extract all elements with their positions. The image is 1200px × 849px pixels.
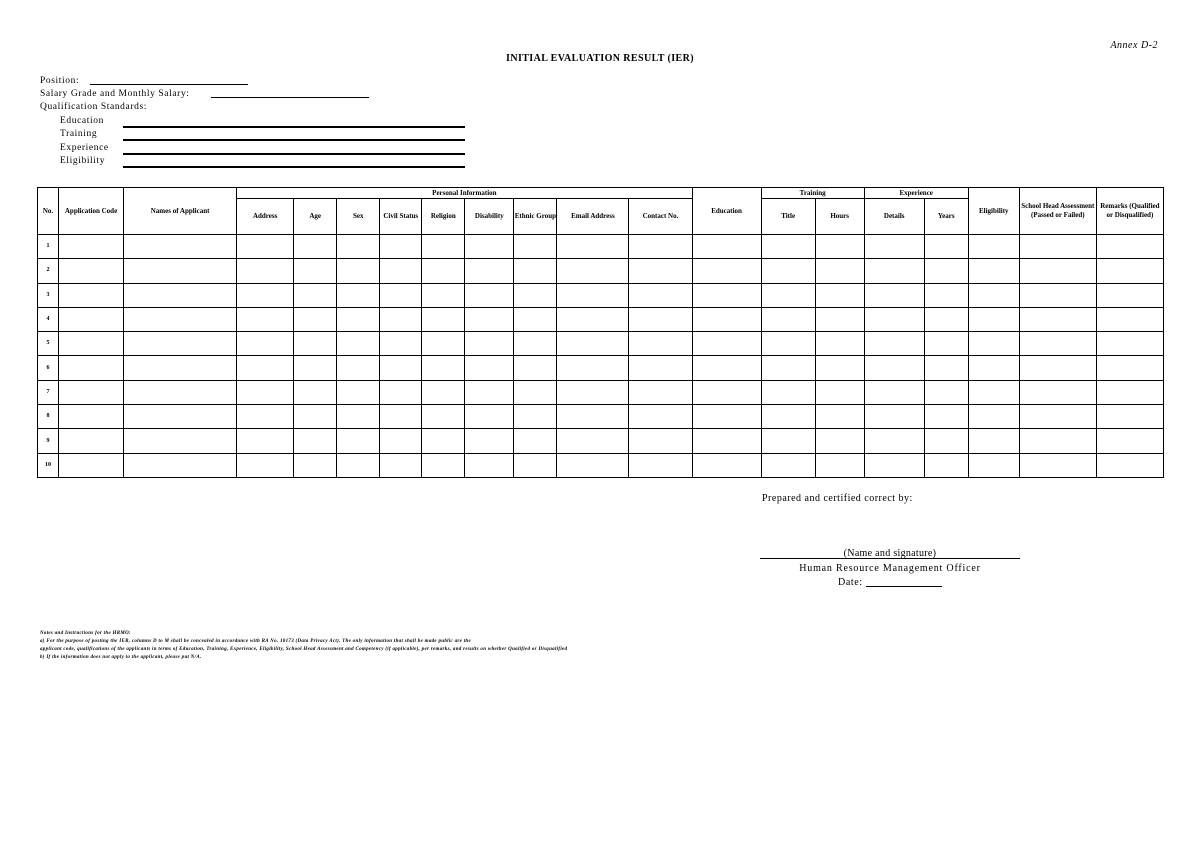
- table-cell[interactable]: [237, 332, 294, 356]
- notes-heading: Notes and Instructions for the HRMO:: [40, 631, 131, 636]
- table-cell[interactable]: [815, 235, 864, 259]
- table-cell[interactable]: [761, 307, 815, 331]
- table-cell[interactable]: [294, 453, 337, 477]
- page-title: INITIAL EVALUATION RESULT (IER): [506, 53, 694, 64]
- col-experience-years: Years: [924, 199, 968, 235]
- table-cell[interactable]: [422, 405, 465, 429]
- date-line[interactable]: [866, 586, 942, 587]
- table-cell[interactable]: [337, 307, 380, 331]
- table-cell[interactable]: [864, 235, 924, 259]
- table-cell[interactable]: [380, 307, 422, 331]
- table-body: [38, 235, 1164, 478]
- education-line[interactable]: [123, 126, 465, 128]
- table-cell[interactable]: [557, 356, 629, 380]
- notes-line-3: b) If the information does not apply to the applicant, please put N/A.: [40, 655, 202, 660]
- eligibility-line[interactable]: [123, 166, 465, 168]
- table-cell[interactable]: [237, 356, 294, 380]
- table-cell[interactable]: [1096, 235, 1163, 259]
- table-cell[interactable]: [422, 380, 465, 404]
- table-cell[interactable]: [815, 307, 864, 331]
- table-cell[interactable]: [514, 259, 557, 283]
- table-cell[interactable]: [59, 453, 124, 477]
- table-cell[interactable]: [514, 307, 557, 331]
- table-cell[interactable]: [124, 356, 237, 380]
- table-cell[interactable]: [337, 429, 380, 453]
- table-cell[interactable]: [514, 405, 557, 429]
- col-names-of-applicant: Names of Applicant: [124, 188, 237, 235]
- table-cell[interactable]: [968, 380, 1019, 404]
- table-cell[interactable]: [692, 307, 761, 331]
- table-cell[interactable]: [968, 429, 1019, 453]
- table-row: [38, 453, 1164, 477]
- group-personal-information: Personal Information: [237, 188, 692, 199]
- table-cell[interactable]: [380, 283, 422, 307]
- table-row: [38, 429, 1164, 453]
- table-cell[interactable]: [337, 259, 380, 283]
- table-cell[interactable]: [692, 453, 761, 477]
- col-experience-details: Details: [864, 199, 924, 235]
- col-eligibility: Eligibility: [968, 188, 1019, 235]
- row-number: 2: [38, 259, 59, 283]
- col-email-address: Email Address: [557, 199, 629, 235]
- table-cell[interactable]: [124, 453, 237, 477]
- table-cell[interactable]: [380, 405, 422, 429]
- col-ethnic-group: Ethnic Group: [514, 199, 557, 235]
- position-line[interactable]: [90, 84, 248, 85]
- table-cell[interactable]: [124, 332, 237, 356]
- table-cell[interactable]: [629, 332, 692, 356]
- table-row: [38, 307, 1164, 331]
- row-number: 5: [38, 332, 59, 356]
- table-cell[interactable]: [514, 332, 557, 356]
- table-cell[interactable]: [1096, 429, 1163, 453]
- table-cell[interactable]: [237, 380, 294, 404]
- table-cell[interactable]: [337, 356, 380, 380]
- eligibility-label: Eligibility: [60, 156, 106, 166]
- table-cell[interactable]: [124, 429, 237, 453]
- table-cell[interactable]: [514, 429, 557, 453]
- table-cell[interactable]: [924, 405, 968, 429]
- table-cell[interactable]: [294, 380, 337, 404]
- table-cell[interactable]: [124, 235, 237, 259]
- hrmo-title: Human Resource Management Officer: [799, 563, 981, 574]
- col-training-title: Title: [761, 199, 815, 235]
- table-cell[interactable]: [237, 405, 294, 429]
- table-cell[interactable]: [465, 405, 514, 429]
- table-cell[interactable]: [557, 332, 629, 356]
- table-cell[interactable]: [761, 235, 815, 259]
- table-cell[interactable]: [761, 283, 815, 307]
- table-cell[interactable]: [1019, 380, 1096, 404]
- col-civil-status: Civil Status: [380, 199, 422, 235]
- table-cell[interactable]: [422, 356, 465, 380]
- training-line[interactable]: [123, 139, 465, 141]
- table-cell[interactable]: [761, 332, 815, 356]
- table-cell[interactable]: [924, 380, 968, 404]
- table-cell[interactable]: [864, 429, 924, 453]
- table-cell[interactable]: [864, 259, 924, 283]
- table-cell[interactable]: [1019, 429, 1096, 453]
- col-disability: Disability: [465, 199, 514, 235]
- table-cell[interactable]: [1019, 259, 1096, 283]
- table-cell[interactable]: [1096, 259, 1163, 283]
- table-cell[interactable]: [59, 283, 124, 307]
- table-cell[interactable]: [692, 235, 761, 259]
- col-sex: Sex: [337, 199, 380, 235]
- table-cell[interactable]: [692, 380, 761, 404]
- table-cell[interactable]: [557, 405, 629, 429]
- table-cell[interactable]: [761, 429, 815, 453]
- table-cell[interactable]: [124, 283, 237, 307]
- table-row: [38, 405, 1164, 429]
- table-cell[interactable]: [465, 259, 514, 283]
- row-number: 10: [38, 453, 59, 477]
- table-cell[interactable]: [1019, 453, 1096, 477]
- row-number: 3: [38, 283, 59, 307]
- table-cell[interactable]: [557, 235, 629, 259]
- table-cell[interactable]: [1096, 307, 1163, 331]
- table-cell[interactable]: [864, 283, 924, 307]
- table-cell[interactable]: [337, 283, 380, 307]
- table-cell[interactable]: [1019, 356, 1096, 380]
- table-cell[interactable]: [968, 307, 1019, 331]
- col-no: No.: [38, 188, 59, 235]
- col-school-head-assessment: School Head Assessment (Passed or Failed): [1019, 188, 1096, 235]
- table-cell[interactable]: [924, 259, 968, 283]
- table-cell[interactable]: [1096, 332, 1163, 356]
- table-cell[interactable]: [465, 429, 514, 453]
- table-cell[interactable]: [380, 356, 422, 380]
- table-cell[interactable]: [59, 356, 124, 380]
- table-cell[interactable]: [968, 405, 1019, 429]
- row-number: 1: [38, 235, 59, 259]
- table-cell[interactable]: [815, 259, 864, 283]
- table-cell[interactable]: [557, 380, 629, 404]
- table-cell[interactable]: [514, 283, 557, 307]
- table-cell[interactable]: [968, 453, 1019, 477]
- experience-line[interactable]: [123, 153, 465, 155]
- table-cell[interactable]: [629, 235, 692, 259]
- table-row: [38, 356, 1164, 380]
- table-cell[interactable]: [465, 283, 514, 307]
- table-cell[interactable]: [815, 283, 864, 307]
- table-cell[interactable]: [761, 405, 815, 429]
- table-cell[interactable]: [1096, 356, 1163, 380]
- table-cell[interactable]: [514, 380, 557, 404]
- table-cell[interactable]: [59, 259, 124, 283]
- notes-line-1: a) For the purpose of posting the IER, columns D to M shall be concealed in accordance with RA No. 10173 (Data Privacy Act). The only information that shall be made public are the: [40, 639, 472, 644]
- table-cell[interactable]: [59, 380, 124, 404]
- table-cell[interactable]: [924, 332, 968, 356]
- table-row: [38, 283, 1164, 307]
- table-cell[interactable]: [465, 380, 514, 404]
- table-cell[interactable]: [237, 235, 294, 259]
- experience-label: Experience: [60, 143, 109, 153]
- table-cell[interactable]: [337, 453, 380, 477]
- table-cell[interactable]: [337, 332, 380, 356]
- table-cell[interactable]: [294, 356, 337, 380]
- col-age: Age: [294, 199, 337, 235]
- table-cell[interactable]: [237, 307, 294, 331]
- table-cell[interactable]: [557, 453, 629, 477]
- table-cell[interactable]: [294, 259, 337, 283]
- notes-line-2: applicant code, qualifications of the applicants in terms of Education, Training, Experience, Eligibility, School Head Assessment and Competency (if applicable), per remarks, and results on whether Qualified or Disqualified: [40, 647, 568, 652]
- table-cell[interactable]: [692, 283, 761, 307]
- table-cell[interactable]: [59, 405, 124, 429]
- table-cell[interactable]: [864, 405, 924, 429]
- table-cell[interactable]: [337, 405, 380, 429]
- table-cell[interactable]: [692, 332, 761, 356]
- table-cell[interactable]: [924, 235, 968, 259]
- table-cell[interactable]: [815, 380, 864, 404]
- table-cell[interactable]: [59, 332, 124, 356]
- table-cell[interactable]: [557, 307, 629, 331]
- annex-label: Annex D-2: [1110, 40, 1158, 51]
- group-training: Training: [761, 188, 864, 199]
- table-row: [38, 380, 1164, 404]
- col-education: Education: [692, 188, 761, 235]
- table-cell[interactable]: [1019, 332, 1096, 356]
- salary-label: Salary Grade and Monthly Salary:: [40, 89, 190, 99]
- table-cell[interactable]: [815, 332, 864, 356]
- table-cell[interactable]: [422, 332, 465, 356]
- col-contact-no: Contact No.: [629, 199, 692, 235]
- table-cell[interactable]: [380, 453, 422, 477]
- table-cell[interactable]: [380, 380, 422, 404]
- table-cell[interactable]: [124, 405, 237, 429]
- table-cell[interactable]: [924, 356, 968, 380]
- education-label: Education: [60, 116, 104, 126]
- table-cell[interactable]: [968, 259, 1019, 283]
- table-cell[interactable]: [761, 380, 815, 404]
- row-number: 8: [38, 405, 59, 429]
- table-cell[interactable]: [968, 356, 1019, 380]
- table-cell[interactable]: [629, 429, 692, 453]
- table-cell[interactable]: [924, 307, 968, 331]
- table-cell[interactable]: [864, 307, 924, 331]
- table-cell[interactable]: [1019, 283, 1096, 307]
- group-experience: Experience: [864, 188, 968, 199]
- table-cell[interactable]: [1096, 283, 1163, 307]
- table-cell[interactable]: [422, 429, 465, 453]
- table-cell[interactable]: [422, 235, 465, 259]
- table-cell[interactable]: [337, 380, 380, 404]
- table-cell[interactable]: [237, 259, 294, 283]
- prepared-by-label: Prepared and certified correct by:: [762, 493, 913, 504]
- table-cell[interactable]: [237, 283, 294, 307]
- table-cell[interactable]: [422, 453, 465, 477]
- table-cell[interactable]: [124, 380, 237, 404]
- table-cell[interactable]: [380, 259, 422, 283]
- table-cell[interactable]: [465, 307, 514, 331]
- table-cell[interactable]: [815, 453, 864, 477]
- table-cell[interactable]: [465, 356, 514, 380]
- table-cell[interactable]: [422, 307, 465, 331]
- table-cell[interactable]: [968, 332, 1019, 356]
- table-cell[interactable]: [59, 429, 124, 453]
- table-cell[interactable]: [465, 332, 514, 356]
- table-cell[interactable]: [557, 283, 629, 307]
- table-cell[interactable]: [557, 429, 629, 453]
- table-cell[interactable]: [924, 283, 968, 307]
- table-row: [38, 332, 1164, 356]
- row-number: 4: [38, 307, 59, 331]
- col-address: Address: [237, 199, 294, 235]
- table-cell[interactable]: [629, 380, 692, 404]
- table-cell[interactable]: [124, 307, 237, 331]
- table-cell[interactable]: [692, 405, 761, 429]
- row-number: 6: [38, 356, 59, 380]
- table-cell[interactable]: [514, 356, 557, 380]
- table-cell[interactable]: [968, 235, 1019, 259]
- table-row: [38, 259, 1164, 283]
- table-cell[interactable]: [924, 429, 968, 453]
- table-cell[interactable]: [337, 235, 380, 259]
- table-cell[interactable]: [692, 429, 761, 453]
- date-label: Date:: [838, 577, 863, 588]
- col-religion: Religion: [422, 199, 465, 235]
- training-label: Training: [60, 129, 98, 139]
- table-cell[interactable]: [629, 283, 692, 307]
- table-cell[interactable]: [294, 307, 337, 331]
- qs-label: Qualification Standards:: [40, 102, 148, 112]
- table-cell[interactable]: [237, 429, 294, 453]
- table-cell[interactable]: [465, 235, 514, 259]
- evaluation-table: [37, 187, 1164, 478]
- table-cell[interactable]: [1096, 380, 1163, 404]
- table-cell[interactable]: [864, 356, 924, 380]
- table-cell[interactable]: [465, 453, 514, 477]
- table-cell[interactable]: [557, 259, 629, 283]
- table-cell[interactable]: [294, 235, 337, 259]
- table-cell[interactable]: [1096, 453, 1163, 477]
- position-label: Position:: [40, 76, 80, 86]
- table-cell[interactable]: [692, 259, 761, 283]
- table-cell[interactable]: [1019, 307, 1096, 331]
- table-cell[interactable]: [815, 356, 864, 380]
- col-training-hours: Hours: [815, 199, 864, 235]
- table-cell[interactable]: [692, 356, 761, 380]
- table-cell[interactable]: [294, 405, 337, 429]
- table-cell[interactable]: [124, 259, 237, 283]
- row-number: 7: [38, 380, 59, 404]
- table-row: [38, 235, 1164, 259]
- name-signature-label: (Name and signature): [843, 548, 937, 559]
- table-cell[interactable]: [629, 356, 692, 380]
- table-cell[interactable]: [924, 453, 968, 477]
- salary-line[interactable]: [211, 97, 369, 98]
- table-cell[interactable]: [237, 453, 294, 477]
- table-cell[interactable]: [59, 235, 124, 259]
- table-cell[interactable]: [629, 405, 692, 429]
- col-remarks: Remarks (Qualified or Disqualified): [1096, 188, 1163, 235]
- table-cell[interactable]: [761, 259, 815, 283]
- table-cell[interactable]: [968, 283, 1019, 307]
- table-cell[interactable]: [864, 332, 924, 356]
- col-application-code: Application Code: [59, 188, 124, 235]
- table-cell[interactable]: [864, 380, 924, 404]
- table-cell[interactable]: [864, 453, 924, 477]
- table-cell[interactable]: [294, 429, 337, 453]
- table-cell[interactable]: [1019, 235, 1096, 259]
- table-cell[interactable]: [815, 405, 864, 429]
- table-cell[interactable]: [294, 332, 337, 356]
- table-cell[interactable]: [761, 356, 815, 380]
- table-cell[interactable]: [1019, 405, 1096, 429]
- table-cell[interactable]: [380, 332, 422, 356]
- table-cell[interactable]: [629, 259, 692, 283]
- table-cell[interactable]: [380, 235, 422, 259]
- table-cell[interactable]: [422, 283, 465, 307]
- table-cell[interactable]: [761, 453, 815, 477]
- table-cell[interactable]: [380, 429, 422, 453]
- table-cell[interactable]: [59, 307, 124, 331]
- table-cell[interactable]: [629, 453, 692, 477]
- table-cell[interactable]: [294, 283, 337, 307]
- table-cell[interactable]: [514, 235, 557, 259]
- table-cell[interactable]: [815, 429, 864, 453]
- table-cell[interactable]: [629, 307, 692, 331]
- table-cell[interactable]: [514, 453, 557, 477]
- table-cell[interactable]: [1096, 405, 1163, 429]
- table-cell[interactable]: [422, 259, 465, 283]
- row-number: 9: [38, 429, 59, 453]
